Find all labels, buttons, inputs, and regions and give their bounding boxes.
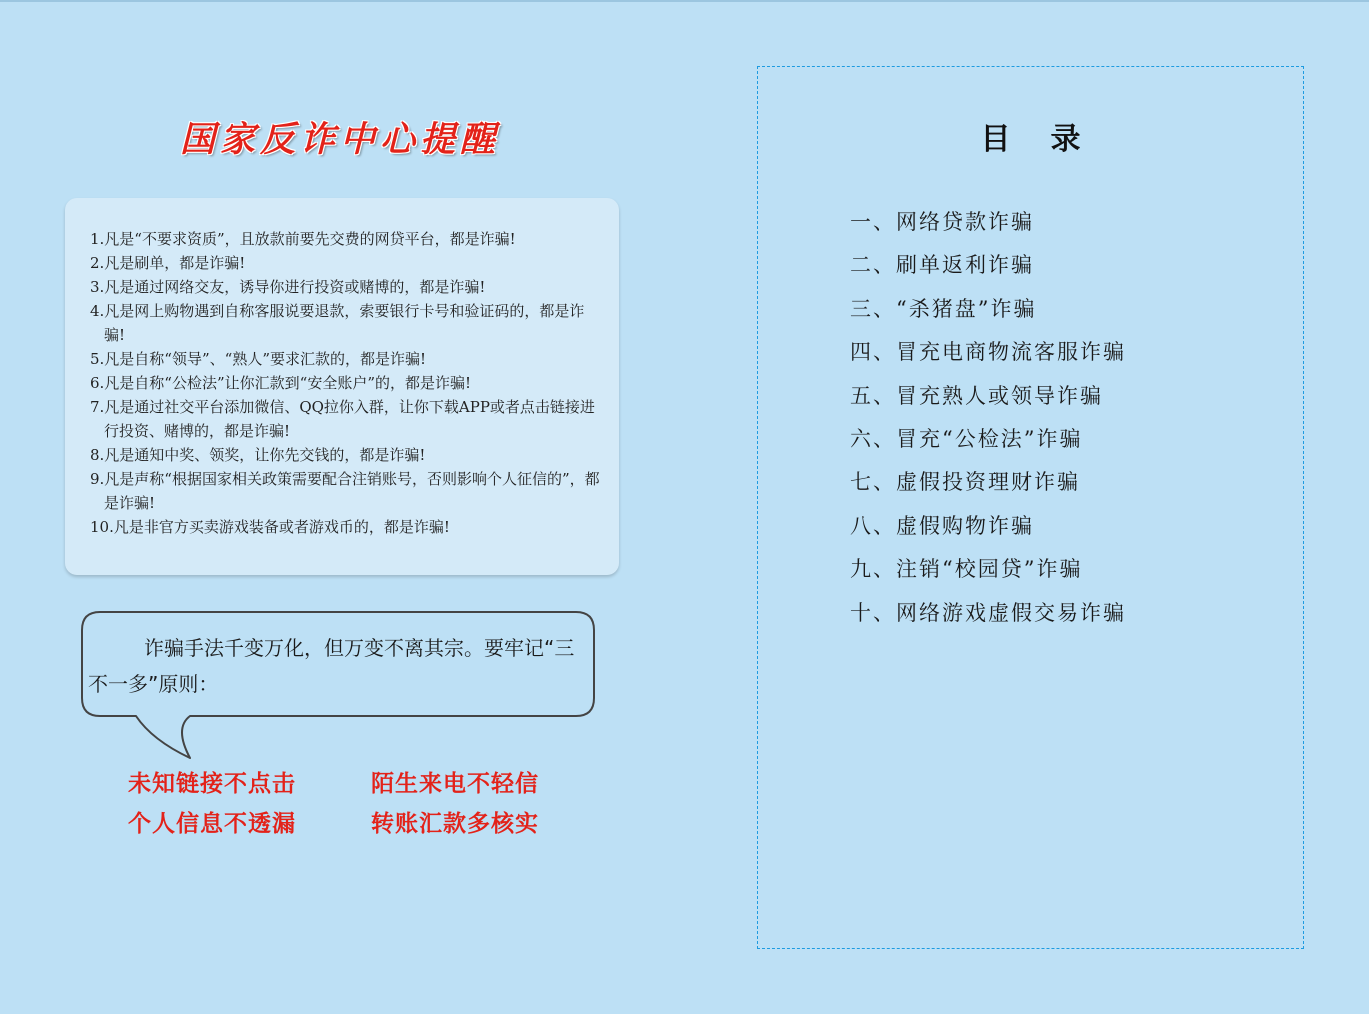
tip-item: 5.凡是自称“领导”、“熟人”要求汇款的，都是诈骗! [90,350,427,368]
toc-item[interactable]: 八、虚假购物诈骗 [850,513,1034,538]
tip-item: 8.凡是通知中奖、领奖，让你先交钱的，都是诈骗! [90,446,426,464]
toc-item[interactable]: 五、冒充熟人或领导诈骗 [850,383,1103,408]
tip-item: 7.凡是通过社交平台添加微信、QQ拉你入群，让你下载APP或者点击链接进行投资、赌博的，都是诈骗! [90,398,595,440]
slogan: 陌生来电不轻信 [371,771,539,797]
toc-title: 目录 [980,122,1121,157]
tip-item: 6.凡是自称“公检法”让你汇款到“安全账户”的，都是诈骗! [90,374,472,392]
left-page-title: 国家反诈中心提醒 [179,120,500,160]
tip-item: 10.凡是非官方买卖游戏装备或者游戏币的，都是诈骗! [90,518,450,536]
toc-item[interactable]: 九、注销“校园贷”诈骗 [850,557,1083,582]
tip-item: 9.凡是声称“根据国家相关政策需要配合注销账号，否则影响个人征信的”，都是诈骗! [90,470,600,512]
toc-item[interactable]: 四、冒充电商物流客服诈骗 [850,340,1126,365]
slogan: 转账汇款多核实 [371,811,539,837]
toc-item[interactable]: 十、网络游戏虚假交易诈骗 [850,600,1126,625]
toc-item[interactable]: 一、网络贷款诈骗 [850,210,1034,234]
toc-list [850,201,1126,635]
tip-item: 3.凡是通过网络交友，诱导你进行投资或赌博的，都是诈骗! [90,278,486,296]
page-top-edge [0,0,1369,2]
bubble-text: 诈骗手法千变万化，但万变不离其宗。要牢记“三不一多”原则： [88,636,575,696]
toc-item[interactable]: 七、虚假投资理财诈骗 [850,470,1080,495]
toc-item[interactable]: 三、“杀猪盘”诈骗 [850,296,1037,321]
tip-item: 2.凡是刷单，都是诈骗! [90,254,246,272]
toc-item[interactable]: 六、冒充“公检法”诈骗 [850,427,1083,452]
tips-list [90,227,605,539]
toc-item[interactable]: 二、刷单返利诈骗 [850,253,1034,278]
tip-item: 1.凡是“不要求资质”，且放款前要先交费的网贷平台，都是诈骗! [90,230,516,248]
slogan-grid [128,768,588,840]
slogan: 个人信息不透漏 [128,811,296,837]
tip-item: 4.凡是网上购物遇到自称客服说要退款，索要银行卡号和验证码的，都是诈骗! [90,302,585,344]
slogan: 未知链接不点击 [128,771,296,797]
